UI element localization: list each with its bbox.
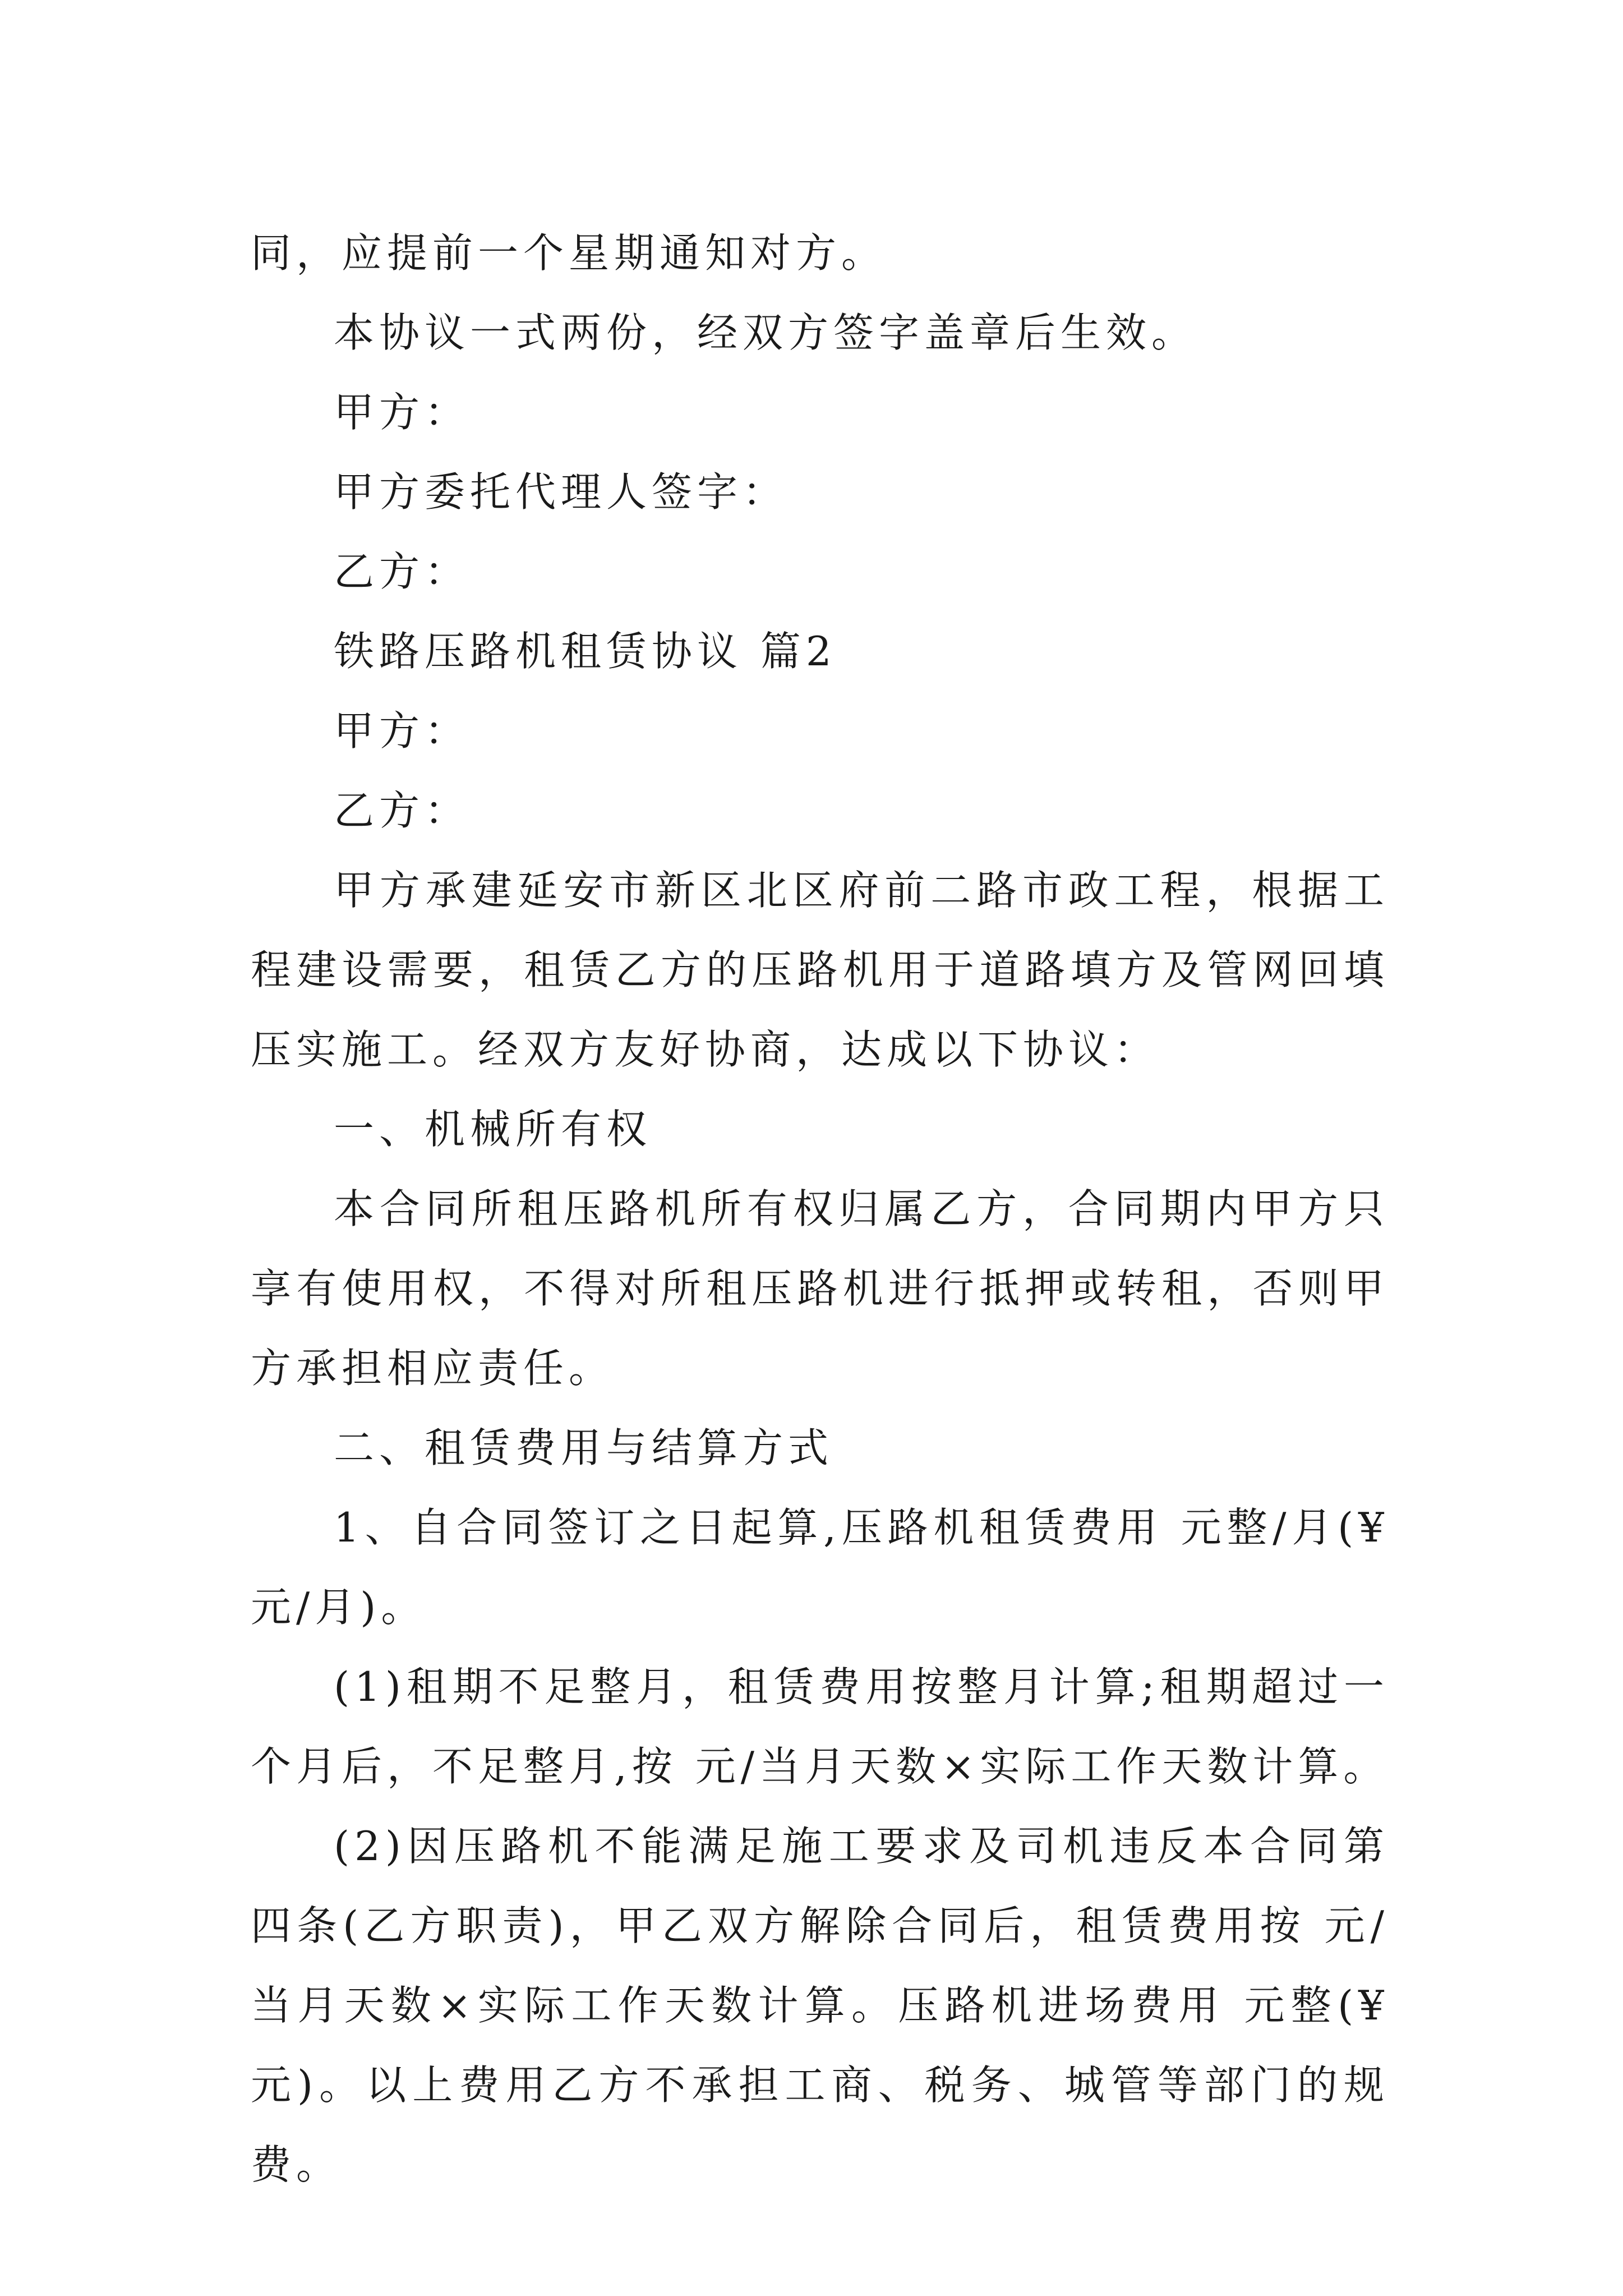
party-b-label-2: 乙方： [334, 787, 471, 834]
document-body [251, 213, 1389, 2205]
paragraph-continuation: 同，应提前一个星期通知对方。 [251, 229, 887, 277]
paragraph-fee-1-2: (2)因压路机不能满足施工要求及司机违反本合同第四条(乙方职责)，甲乙双方解除合同后，租赁费用按 元/当月天数×实际工作天数计算。压路机进场费用 元整(¥ 元)。以上费用乙方不承担工商、税务、城管等部门的规费。 [251, 1823, 1389, 2188]
paragraph-fee-1-1: (1)租期不足整月，租赁费用按整月计算;租期超过一个月后，不足整月,按 元/当月天数×实际工作天数计算。 [251, 1663, 1389, 1790]
paragraph-preamble: 甲方承建延安市新区北区府前二路市政工程，根据工程建设需要，租赁乙方的压路机用于道路填方及管网回填压实施工。经双方友好协商，达成以下协议： [251, 867, 1389, 1073]
heading-fees: 二、租赁费用与结算方式 [334, 1424, 834, 1471]
party-a-label-2: 甲方： [334, 707, 471, 754]
paragraph-copies-clause: 本协议一式两份，经双方签字盖章后生效。 [334, 309, 1197, 356]
party-a-label: 甲方： [334, 389, 471, 436]
heading-ownership: 一、机械所有权 [334, 1106, 652, 1153]
section-title-part-2: 铁路压路机租赁协议 篇2 [334, 628, 837, 675]
party-a-agent-signature-label: 甲方委托代理人签字： [334, 468, 789, 516]
paragraph-fee-1: 1、自合同签订之日起算,压路机租赁费用 元整/月(¥ 元/月)。 [251, 1504, 1389, 1631]
paragraph-ownership: 本合同所租压路机所有权归属乙方，合同期内甲方只享有使用权，不得对所租压路机进行抵押或转租，否则甲方承担相应责任。 [251, 1185, 1389, 1392]
party-b-label: 乙方： [334, 548, 471, 595]
